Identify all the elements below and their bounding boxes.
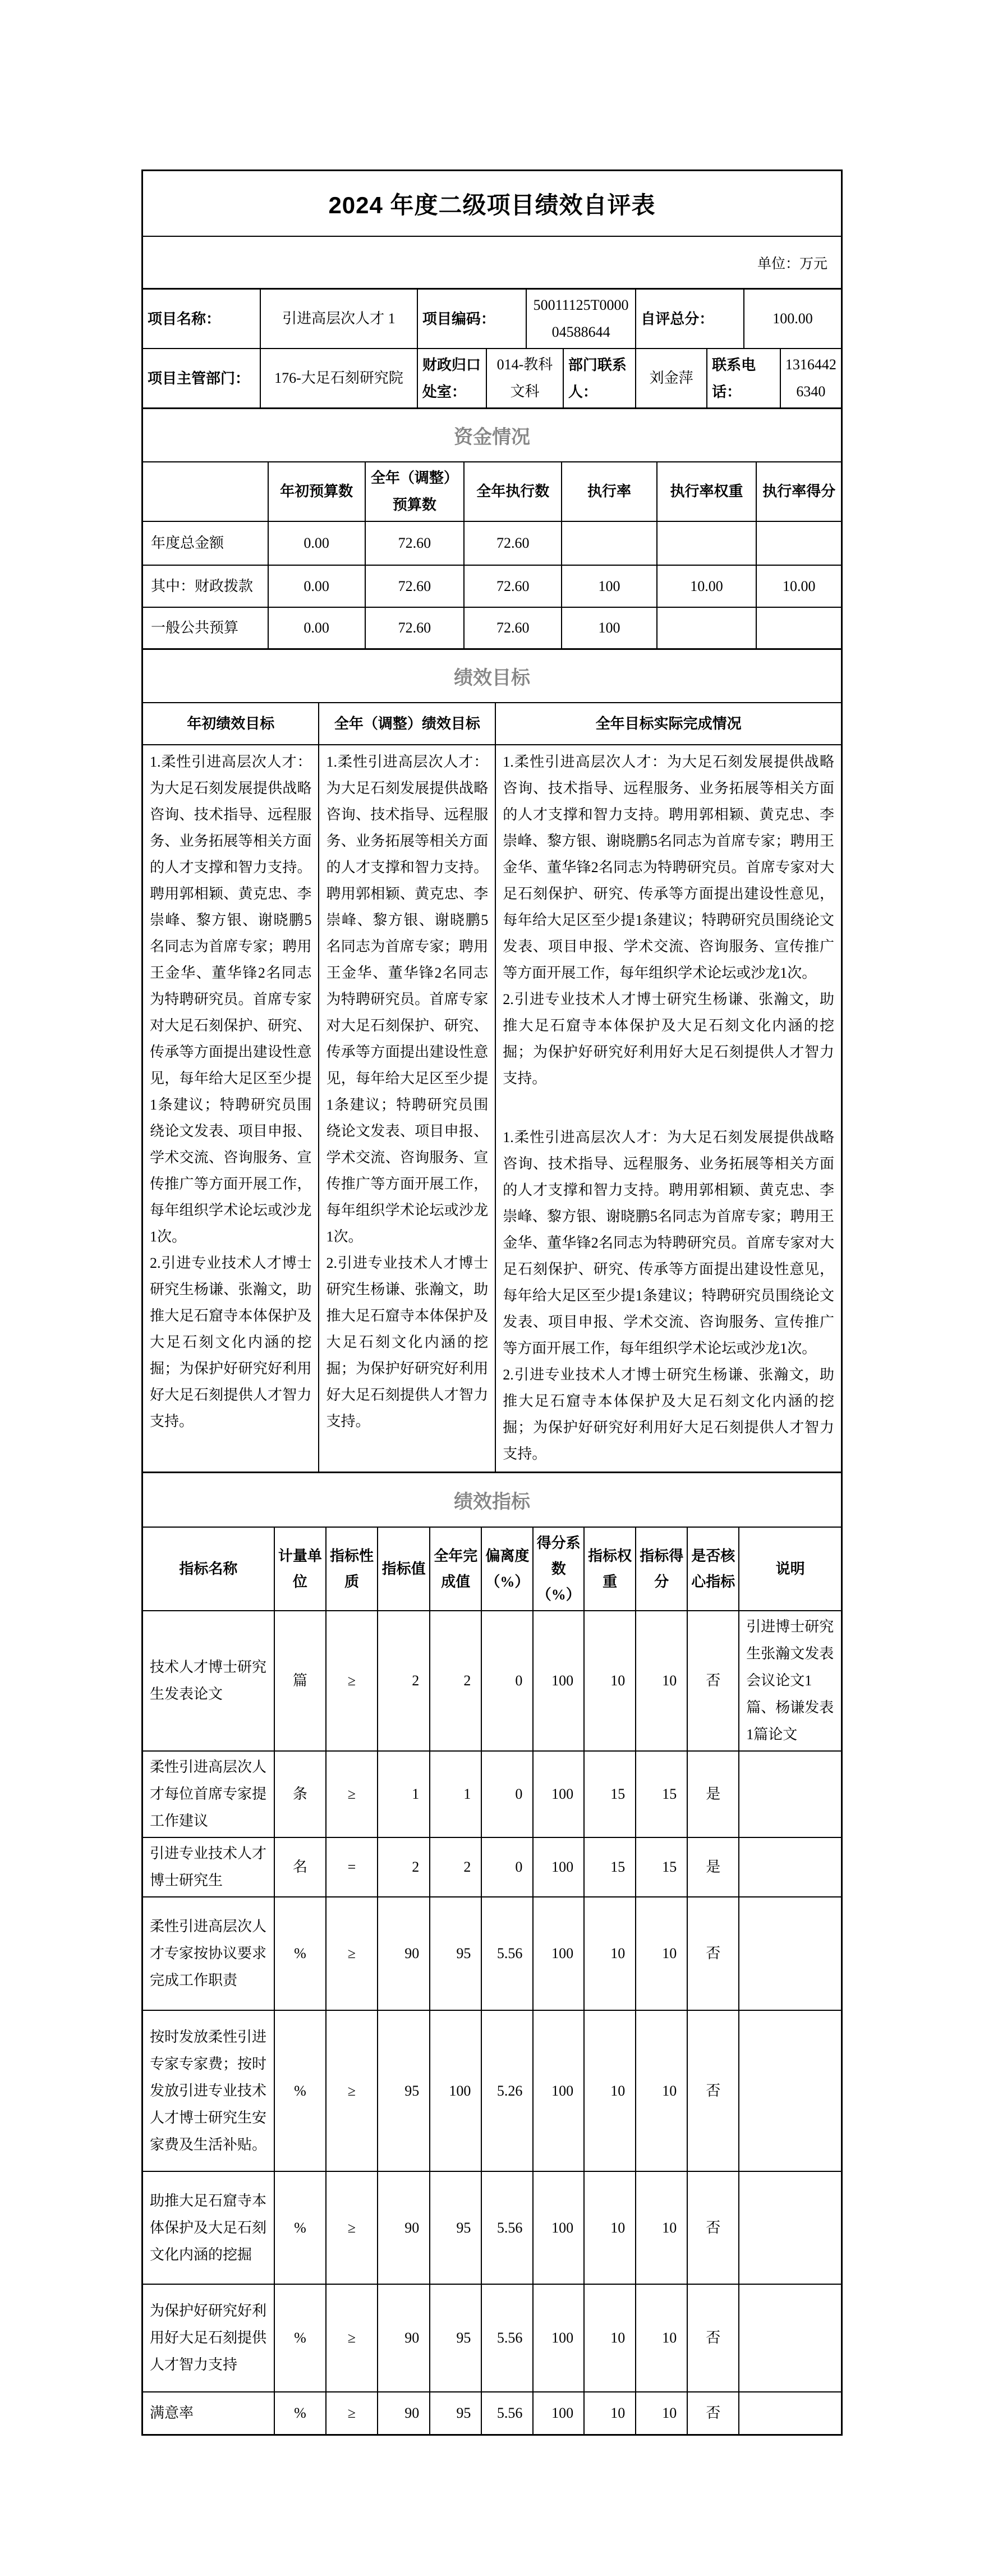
column-header: 全年（调整）预算数 [365, 462, 465, 521]
table-row [143, 1837, 841, 1897]
table-cell: 10 [584, 1611, 636, 1751]
table-cell: 10 [636, 2010, 687, 2171]
table-cell: 助推大足石窟寺本体保护及大足石刻文化内涵的挖掘 [143, 2171, 274, 2284]
table-cell: 10 [584, 2284, 636, 2392]
title-row [143, 171, 841, 237]
goal-paragraph: 2.引进专业技术人才博士研究生杨谦、张瀚文，助推大足石窟寺本体保护及大足石刻文化内涵的挖掘；为保护好研究好利用好大足石刻提供人才智力支持。 [326, 1255, 489, 1429]
table-row [143, 290, 841, 348]
table-cell: 95 [430, 2392, 481, 2434]
table-cell: 72.60 [464, 565, 562, 607]
table-row [143, 2010, 841, 2171]
table-cell [739, 1751, 841, 1837]
table-cell: % [274, 2392, 326, 2434]
table-cell: 否 [687, 1611, 739, 1751]
column-header: 全年完成值 [430, 1528, 481, 1611]
table-cell: 15 [636, 1751, 687, 1837]
table-cell: 95 [430, 2171, 481, 2284]
table-row [143, 2284, 841, 2392]
table-header-row [143, 462, 841, 521]
table-cell: 5.56 [481, 2392, 533, 2434]
column-header: 是否核心指标 [687, 1528, 739, 1611]
unit-note: 单位：万元 [757, 256, 827, 272]
table-cell: 0 [481, 1751, 533, 1837]
table-cell: 10 [636, 2392, 687, 2434]
table-cell: ≥ [326, 2284, 378, 2392]
table-cell [739, 2284, 841, 2392]
table-cell: 100 [430, 2010, 481, 2171]
table-cell: 0 [481, 1837, 533, 1897]
table-cell: 100 [533, 1611, 584, 1751]
column-header: 偏离度（%） [481, 1528, 533, 1611]
goal-paragraph: 1.柔性引进高层次人才：为大足石刻发展提供战略咨询、技术指导、远程服务、业务拓展等相关方面的人才支撑和智力支持。聘用郭相颖、黄克忠、李崇峰、黎方银、谢晓鹏5名同志为首席专家；聘用王金华、董华锋2名同志为特聘研究员。首席专家对大足石刻保护、研究、传承等方面提出建设性意见，每年给大足区至少提1条建议；特聘研究员围绕论文发表、项目申报、学术交流、咨询服务、宣传推广等方面开展工作，每年组织学术论坛或沙龙1次。 [503, 1129, 834, 1356]
table-cell: 篇 [274, 1611, 326, 1751]
column-header: 年初绩效目标 [143, 703, 319, 745]
goal-paragraph: 1.柔性引进高层次人才：为大足石刻发展提供战略咨询、技术指导、远程服务、业务拓展等相关方面的人才支撑和智力支持。聘用郭相颖、黄克忠、李崇峰、黎方银、谢晓鹏5名同志为首席专家；聘用王金华、董华锋2名同志为特聘研究员。首席专家对大足石刻保护、研究、传承等方面提出建设性意见，每年给大足区至少提1条建议；特聘研究员围绕论文发表、项目申报、学术交流、咨询服务、宣传推广等方面开展工作，每年组织学术论坛或沙龙1次。 [150, 754, 312, 1245]
table-cell: 其中：财政拨款 [143, 565, 268, 607]
fiscal-office-label: 财政归口处室： [417, 349, 486, 407]
table-cell: 5.56 [481, 2171, 533, 2284]
table-header-row [143, 703, 841, 745]
table-cell: 10 [636, 2171, 687, 2284]
phone-label: 联系电话： [707, 349, 780, 407]
table-cell: 2 [378, 1837, 430, 1897]
table-cell: 是 [687, 1837, 739, 1897]
column-header: 说明 [739, 1528, 841, 1611]
unit-row [143, 237, 841, 290]
actual-completion-cell [495, 745, 841, 1472]
table-cell: 10.00 [756, 565, 841, 607]
table-cell: 1 [430, 1751, 481, 1837]
table-cell [657, 607, 757, 648]
table-cell: 引进专业技术人才博士研究生 [143, 1837, 274, 1897]
goal-paragraph: 2.引进专业技术人才博士研究生杨谦、张瀚文，助推大足石窟寺本体保护及大足石刻文化内涵的挖掘；为保护好研究好利用好大足石刻提供人才智力支持。 [150, 1255, 312, 1429]
project-info-table-row2 [143, 348, 841, 407]
table-cell: 100 [533, 2171, 584, 2284]
table-cell: % [274, 1897, 326, 2010]
table-cell: 0.00 [268, 607, 365, 648]
goal-paragraph: 2.引进专业技术人才博士研究生杨谦、张瀚文，助推大足石窟寺本体保护及大足石刻文化内涵的挖掘；为保护好研究好利用好大足石刻提供人才智力支持。 [503, 991, 834, 1087]
table-row [143, 521, 841, 565]
fiscal-office-value: 014-教科文科 [486, 349, 563, 407]
table-row [143, 745, 841, 1472]
dept-value: 176-大足石刻研究院 [260, 349, 417, 407]
table-cell: 100 [562, 565, 656, 607]
table-cell: 90 [378, 2392, 430, 2434]
table-cell: 是 [687, 1751, 739, 1837]
table-cell: ≥ [326, 2010, 378, 2171]
table-cell: ≥ [326, 1751, 378, 1837]
project-code-value: 50011125T000004588644 [526, 290, 636, 348]
table-cell: 技术人才博士研究生发表论文 [143, 1611, 274, 1751]
initial-goals-cell [143, 745, 319, 1472]
table-cell: 否 [687, 2171, 739, 2284]
table-cell [739, 1897, 841, 2010]
table-cell: 10 [636, 1897, 687, 2010]
table-cell [657, 521, 757, 565]
table-cell: 100 [533, 2392, 584, 2434]
adjusted-goals-cell [319, 745, 495, 1472]
table-cell: 10 [584, 1897, 636, 2010]
table-cell: = [326, 1837, 378, 1897]
table-cell: 95 [430, 2284, 481, 2392]
table-cell: % [274, 2010, 326, 2171]
column-header: 得分系数（%） [533, 1528, 584, 1611]
table-cell: 为保护好研究好利用好大足石刻提供人才智力支持 [143, 2284, 274, 2392]
table-cell: 否 [687, 1897, 739, 2010]
contact-value: 刘金萍 [636, 349, 707, 407]
table-cell: 72.60 [365, 521, 465, 565]
page-title: 2024 年度二级项目绩效自评表 [328, 191, 656, 218]
table-cell: ≥ [326, 1611, 378, 1751]
goal-paragraph: 1.柔性引进高层次人才：为大足石刻发展提供战略咨询、技术指导、远程服务、业务拓展等相关方面的人才支撑和智力支持。聘用郭相颖、黄克忠、李崇峰、黎方银、谢晓鹏5名同志为首席专家；聘用王金华、董华锋2名同志为特聘研究员。首席专家对大足石刻保护、研究、传承等方面提出建设性意见，每年给大足区至少提1条建议；特聘研究员围绕论文发表、项目申报、学术交流、咨询服务、宣传推广等方面开展工作，每年组织学术论坛或沙龙1次。 [326, 754, 489, 1245]
table-cell [756, 521, 841, 565]
table-row [143, 1897, 841, 2010]
table-cell: ≥ [326, 2392, 378, 2434]
funding-section-title: 资金情况 [143, 407, 841, 462]
column-header: 指标性质 [326, 1528, 378, 1611]
table-cell [739, 2171, 841, 2284]
column-header: 指标名称 [143, 1528, 274, 1611]
table-cell: 0.00 [268, 565, 365, 607]
table-cell: 100 [533, 1751, 584, 1837]
table-cell: 5.26 [481, 2010, 533, 2171]
table-row [143, 1611, 841, 1751]
table-cell: 2 [430, 1611, 481, 1751]
table-cell: 10 [636, 2284, 687, 2392]
table-cell: 否 [687, 2010, 739, 2171]
table-cell: 90 [378, 2171, 430, 2284]
table-row [143, 349, 841, 407]
table-cell: ≥ [326, 1897, 378, 2010]
self-evaluation-form [141, 169, 843, 2436]
table-cell: 柔性引进高层次人才每位首席专家提工作建议 [143, 1751, 274, 1837]
table-cell: 5.56 [481, 1897, 533, 2010]
project-code-label: 项目编码： [417, 290, 526, 348]
indicators-section-title: 绩效指标 [143, 1472, 841, 1528]
table-cell: 10 [584, 2171, 636, 2284]
project-name-label: 项目名称： [143, 290, 260, 348]
project-info-table-row1 [143, 290, 841, 348]
table-row [143, 2392, 841, 2434]
table-cell [739, 1837, 841, 1897]
table-cell: 95 [378, 2010, 430, 2171]
table-cell: 15 [584, 1837, 636, 1897]
indicators-table [143, 1528, 841, 2434]
column-header: 执行率 [562, 462, 656, 521]
table-cell: 条 [274, 1751, 326, 1837]
table-cell: 5.56 [481, 2284, 533, 2392]
table-cell: 95 [430, 1897, 481, 2010]
table-cell: 0 [481, 1611, 533, 1751]
table-row [143, 607, 841, 648]
self-score-label: 自评总分： [636, 290, 744, 348]
table-cell: 0.00 [268, 521, 365, 565]
table-cell: 100 [533, 1837, 584, 1897]
table-cell: 1 [378, 1751, 430, 1837]
table-cell: % [274, 2284, 326, 2392]
table-cell [739, 2392, 841, 2434]
table-cell: 2 [378, 1611, 430, 1751]
table-cell: 10 [584, 2010, 636, 2171]
table-cell [756, 607, 841, 648]
table-cell: 引进博士研究生张瀚文发表会议论文1篇、杨谦发表1篇论文 [739, 1611, 841, 1751]
table-cell: ≥ [326, 2171, 378, 2284]
column-header: 全年（调整）绩效目标 [319, 703, 495, 745]
column-header: 指标得分 [636, 1528, 687, 1611]
goal-paragraph: 1.柔性引进高层次人才：为大足石刻发展提供战略咨询、技术指导、远程服务、业务拓展等相关方面的人才支撑和智力支持。聘用郭相颖、黄克忠、李崇峰、黎方银、谢晓鹏5名同志为首席专家；聘用王金华、董华锋2名同志为特聘研究员。首席专家对大足石刻保护、研究、传承等方面提出建设性意见，每年给大足区至少提1条建议；特聘研究员围绕论文发表、项目申报、学术交流、咨询服务、宣传推广等方面开展工作，每年组织学术论坛或沙龙1次。 [503, 754, 834, 981]
column-header: 指标值 [378, 1528, 430, 1611]
table-cell: 2 [430, 1837, 481, 1897]
table-cell: 10 [584, 2392, 636, 2434]
funding-table [143, 462, 841, 648]
table-cell: 否 [687, 2284, 739, 2392]
table-cell: % [274, 2171, 326, 2284]
table-cell: 年度总金额 [143, 521, 268, 565]
table-cell: 否 [687, 2392, 739, 2434]
goals-section-title: 绩效目标 [143, 648, 841, 703]
table-cell: 柔性引进高层次人才专家按协议要求完成工作职责 [143, 1897, 274, 2010]
table-cell: 72.60 [464, 521, 562, 565]
table-cell: 100 [533, 1897, 584, 2010]
contact-label: 部门联系人： [563, 349, 636, 407]
table-cell: 72.60 [464, 607, 562, 648]
column-header: 年初预算数 [268, 462, 365, 521]
table-cell [562, 521, 656, 565]
table-cell: 10 [636, 1611, 687, 1751]
table-cell: 100 [533, 2284, 584, 2392]
table-header-row [143, 1528, 841, 1611]
table-cell: 90 [378, 2284, 430, 2392]
table-cell: 72.60 [365, 565, 465, 607]
table-row [143, 1751, 841, 1837]
project-name-value: 引进高层次人才 1 [260, 290, 417, 348]
phone-value: 13164426340 [780, 349, 841, 407]
table-cell: 100 [533, 2010, 584, 2171]
goal-paragraph: 2.引进专业技术人才博士研究生杨谦、张瀚文，助推大足石窟寺本体保护及大足石刻文化内涵的挖掘；为保护好研究好利用好大足石刻提供人才智力支持。 [503, 1367, 834, 1462]
column-header: 执行率权重 [657, 462, 757, 521]
column-header: 计量单位 [274, 1528, 326, 1611]
table-cell: 72.60 [365, 607, 465, 648]
table-cell: 名 [274, 1837, 326, 1897]
table-cell: 10.00 [657, 565, 757, 607]
table-row [143, 565, 841, 607]
table-cell: 15 [584, 1751, 636, 1837]
column-header: 执行率得分 [756, 462, 841, 521]
table-cell: 100 [562, 607, 656, 648]
column-header: 全年执行数 [464, 462, 562, 521]
table-cell: 一般公共预算 [143, 607, 268, 648]
self-score-value: 100.00 [744, 290, 841, 348]
table-cell: 15 [636, 1837, 687, 1897]
column-header [143, 462, 268, 521]
goals-table [143, 703, 841, 1472]
column-header: 指标权重 [584, 1528, 636, 1611]
table-row [143, 2171, 841, 2284]
table-cell: 满意率 [143, 2392, 274, 2434]
table-cell [739, 2010, 841, 2171]
table-cell: 按时发放柔性引进专家专家费；按时发放引进专业技术人才博士研究生安家费及生活补贴。 [143, 2010, 274, 2171]
table-cell: 90 [378, 1897, 430, 2010]
column-header: 全年目标实际完成情况 [495, 703, 841, 745]
dept-label: 项目主管部门： [143, 349, 260, 407]
